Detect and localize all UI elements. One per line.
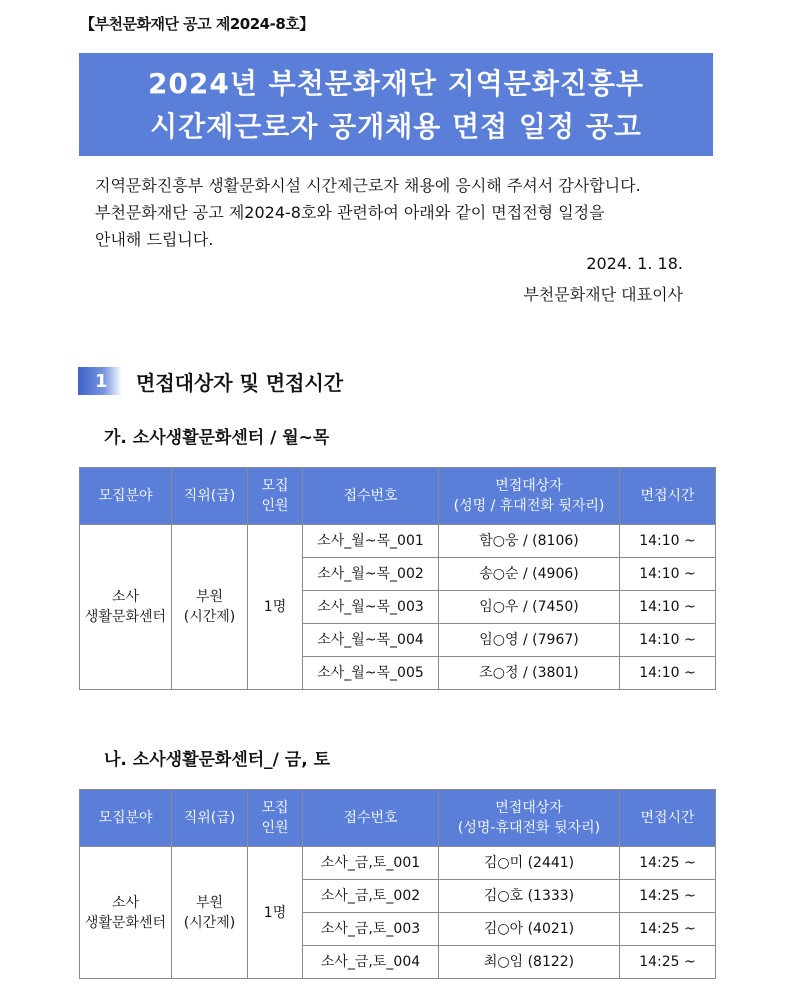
cell-field xyxy=(80,525,172,690)
field-line2: 생활문화센터 xyxy=(84,609,167,625)
notice-number: 【부천문화재단 공고 제2024-8호】 xyxy=(80,15,314,33)
cell-time: 14:10 ~ xyxy=(620,624,716,657)
subheading-b: 나. 소사생활문화센터_/ 금, 토 xyxy=(104,750,331,770)
cell-receipt: 소사_월~목_005 xyxy=(303,657,439,690)
header-count xyxy=(248,790,303,847)
cell-receipt: 소사_금,토_001 xyxy=(303,847,439,880)
intro-line: 안내해 드립니다. xyxy=(95,230,214,249)
cell-time: 14:25 ~ xyxy=(620,913,716,946)
cell-candidate: 조○정 / (3801) xyxy=(439,657,620,690)
table-row xyxy=(80,525,716,558)
header-time: 면접시간 xyxy=(620,790,716,847)
schedule-table-b xyxy=(79,789,716,979)
cell-field xyxy=(80,847,172,979)
cell-candidate: 김○아 (4021) xyxy=(439,913,620,946)
section-heading xyxy=(78,366,343,396)
header-field: 모집분야 xyxy=(80,468,172,525)
position-line2: (시간제) xyxy=(183,609,236,625)
header-candidate xyxy=(439,468,620,525)
cell-receipt: 소사_금,토_002 xyxy=(303,880,439,913)
position-line1: 부원 xyxy=(195,894,224,911)
header-field: 모집분야 xyxy=(80,790,172,847)
cell-count: 1명 xyxy=(248,525,303,690)
intro-line: 지역문화진흥부 생활문화시설 시간제근로자 채용에 응시해 주셔서 감사합니다. xyxy=(95,176,641,195)
position-line2: (시간제) xyxy=(183,914,236,931)
title-line-2: 시간제근로자 공개채용 면접 일정 공고 xyxy=(150,110,642,143)
table-row xyxy=(80,847,716,880)
cell-receipt: 소사_월~목_002 xyxy=(303,558,439,591)
cell-time: 14:10 ~ xyxy=(620,558,716,591)
cell-receipt: 소사_금,토_003 xyxy=(303,913,439,946)
header-count-line1: 모집 xyxy=(261,800,289,816)
title-line-1: 2024년 부천문화재단 지역문화진흥부 xyxy=(147,67,645,100)
header-position: 직위(급) xyxy=(172,468,248,525)
intro-line: 부천문화재단 공고 제2024-8호와 관련하여 아래와 같이 면접전형 일정을 xyxy=(95,203,605,222)
cell-candidate: 송○순 / (4906) xyxy=(439,558,620,591)
header-candidate-line1: 면접대상자 xyxy=(495,478,563,494)
cell-position xyxy=(172,525,248,690)
header-time: 면접시간 xyxy=(620,468,716,525)
cell-candidate: 함○웅 / (8106) xyxy=(439,525,620,558)
intro-paragraph xyxy=(95,172,695,253)
cell-time: 14:10 ~ xyxy=(620,525,716,558)
cell-receipt: 소사_금,토_004 xyxy=(303,946,439,979)
header-receipt: 접수번호 xyxy=(303,790,439,847)
cell-receipt: 소사_월~목_003 xyxy=(303,591,439,624)
header-receipt: 접수번호 xyxy=(303,468,439,525)
header-count-line2: 인원 xyxy=(261,498,289,514)
schedule-table-a xyxy=(79,467,716,690)
section-number-badge: 1 xyxy=(78,367,122,395)
cell-time: 14:10 ~ xyxy=(620,591,716,624)
cell-time: 14:25 ~ xyxy=(620,880,716,913)
cell-candidate: 김○호 (1333) xyxy=(439,880,620,913)
section-title: 면접대상자 및 면접시간 xyxy=(136,370,344,395)
subheading-a: 가. 소사생활문화센터 / 월~목 xyxy=(104,428,330,448)
header-candidate xyxy=(439,790,620,847)
header-position: 직위(급) xyxy=(172,790,248,847)
header-candidate-line2: (성명-휴대전화 뒷자리) xyxy=(457,820,601,836)
cell-candidate: 김○미 (2441) xyxy=(439,847,620,880)
cell-receipt: 소사_월~목_004 xyxy=(303,624,439,657)
header-candidate-line1: 면접대상자 xyxy=(495,800,563,816)
cell-position xyxy=(172,847,248,979)
cell-count: 1명 xyxy=(248,847,303,979)
field-line1: 소사 xyxy=(111,894,140,911)
cell-time: 14:10 ~ xyxy=(620,657,716,690)
notice-date: 2024. 1. 18. xyxy=(586,254,683,273)
table-header-row xyxy=(80,468,716,525)
cell-time: 14:25 ~ xyxy=(620,847,716,880)
cell-candidate: 최○임 (8122) xyxy=(439,946,620,979)
header-count xyxy=(248,468,303,525)
title-banner xyxy=(79,53,713,156)
cell-receipt: 소사_월~목_001 xyxy=(303,525,439,558)
position-line1: 부원 xyxy=(195,589,224,605)
cell-candidate: 임○우 / (7450) xyxy=(439,591,620,624)
table-header-row xyxy=(80,790,716,847)
header-count-line2: 인원 xyxy=(261,820,289,836)
cell-time: 14:25 ~ xyxy=(620,946,716,979)
field-line2: 생활문화센터 xyxy=(84,914,167,931)
cell-candidate: 임○영 / (7967) xyxy=(439,624,620,657)
header-count-line1: 모집 xyxy=(261,478,289,494)
header-candidate-line2: (성명 / 휴대전화 뒷자리) xyxy=(453,498,605,514)
field-line1: 소사 xyxy=(111,589,140,605)
notice-signer: 부천문화재단 대표이사 xyxy=(523,285,683,304)
